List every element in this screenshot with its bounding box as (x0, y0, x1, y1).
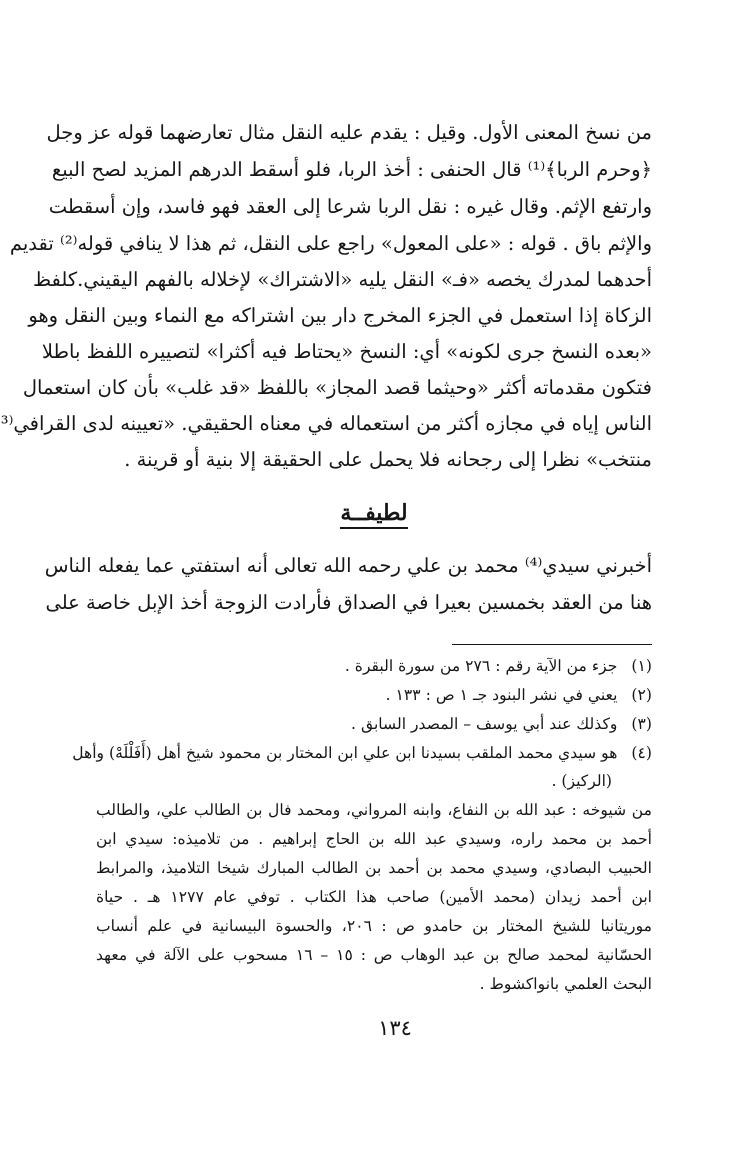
footnote-continuation: ابن أحمد زيدان (محمد الأمين) صاحب هذا الكتاب . توفي عام ١٢٧٧ هـ . حياة (96, 888, 652, 906)
section-heading: لطيفــة (96, 497, 652, 529)
body-line: «بعده النسخ جرى لكونه» أي: النسخ «يحتاط فيه أكثرا» لتصييره اللفظ باطلا (41, 340, 652, 363)
body-line: فتكون مقدماته أكثر «وحيثما قصد المجاز» باللفظ «قد غلب» بأن كان استعمال (22, 376, 652, 399)
footnote (96, 710, 652, 738)
body-line: أحدهما لمدرك يخصه «فـ» النقل يليه «الاشتراك» لإخلاله بالفهم اليقيني.كلفظ (33, 268, 652, 291)
footnote (72, 739, 652, 767)
footnote-number: (٢) (631, 686, 652, 704)
body-line: وارتفع الإثم. وقال غيره : نقل الربا شرعا إلى العقد فهو فاسد، وإن أسقطت (48, 195, 652, 218)
footnote-number: (١) (631, 657, 652, 675)
body-line: والإثم باق . قوله : «على المعول» راجع على النقل، ثم هذا لا ينافي قوله⁽²⁾ تقديم (9, 232, 652, 255)
footnote-number: (٣) (631, 715, 652, 733)
footnote-text: وكذلك عند أبي يوسف – المصدر السابق . (351, 715, 618, 733)
footnote-continuation: موريتانيا للشيخ المختار بن حامدو ص : ٢٠٦، والحسوة البيسانية في علم أنساب (96, 917, 652, 935)
footnote-continuation: أحمد بن محمد راره، وسيدي عبد الله بن الحاج إبراهيم . من تلاميذه: سيدي ابن (96, 830, 652, 848)
body-line: من نسخ المعنى الأول. وقيل : يقدم عليه النقل مثال تعارضهما قوله عز وجل (46, 121, 652, 144)
section-line: هنا من العقد بخمسين بعيرا في الصداق فأرادت الزوجة أخذ الإبل خاصة على (45, 591, 652, 614)
body-line: الناس إياه في مجازه أكثر من استعماله في معناه الحقيقي. «تعيينه لدى القرافي⁽³ (0, 412, 652, 435)
body-line: ﴿وحرم الربا﴾⁽¹⁾ قال الحنفى : أخذ الربا، فلو أسقط الدرهم المزيد لصح البيع (51, 158, 652, 181)
body-line: منتخب» نظرا إلى رجحانه فلا يحمل على الحقيقة إلا بنية أو قرينة . (124, 448, 652, 471)
footnote-continuation: البحث العلمي بانواكشوط . (479, 975, 652, 993)
section-line: أخبرني سيدي⁽⁴⁾ محمد بن علي رحمه الله تعالى أنه استفتي عما يفعله الناس (44, 554, 652, 577)
footnote-continuation: الحبيب البصادي، وسيدي محمد بن أحمد بن الطالب المبارك شيخا التلاميذ، والمرابط (96, 859, 652, 877)
footnote-text: جزء من الآية رقم : ٢٧٦ من سورة البقرة . (344, 657, 618, 675)
page-number: ١٣٤ (378, 1016, 412, 1040)
footnote-continuation: (الركيز) . (551, 772, 612, 790)
footnote-text: هو سيدي محمد الملقب بسيدنا ابن علي ابن المختار بن محمود شيخ أهل (أَفَلْلَهْ) وأهل (72, 744, 618, 762)
footnote-continuation: الحسّانية لمحمد صالح بن عبد الوهاب ص : ١٥ – ١٦ مسحوب على الآلة في معهد (96, 946, 652, 964)
body-line: الزكاة إذا استعمل في الجزء المخرج دار بين اشتراكه مع النماء وبين النقل وهو (28, 304, 652, 327)
footnote-separator (452, 644, 652, 645)
footnote-continuation: من شيوخه : عبد الله بن النفاع، وابنه المرواني، ومحمد فال بن الطالب علي، والطالب (96, 801, 652, 819)
footnote-number: (٤) (631, 744, 652, 762)
footnote (96, 652, 652, 680)
footnote-text: يعني في نشر البنود جـ ١ ص : ١٣٣ . (385, 686, 618, 704)
footnote (96, 681, 652, 709)
